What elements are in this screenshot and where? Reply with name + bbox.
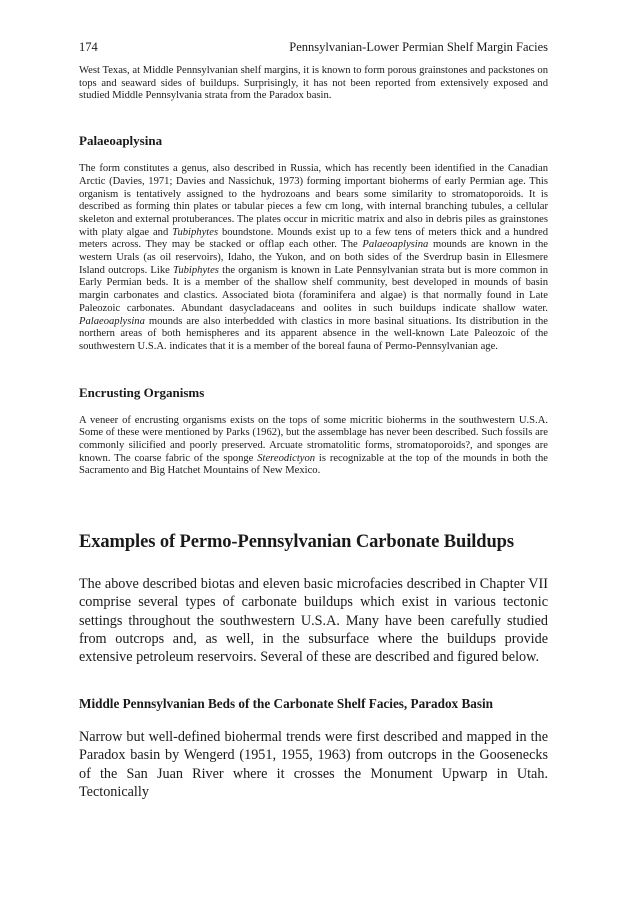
- taxon-name: Palaeoaplysina: [362, 239, 429, 251]
- running-header: [79, 40, 548, 55]
- taxon-name: Palaeoaplysina: [79, 315, 145, 327]
- palaeoaplysina-paragraph: [79, 163, 548, 354]
- text-run: A veneer of encrusting organisms exists on the tops of some micritic bioherms in the southwestern U.S.A. Some of these were mentioned by Parks (1962), but the assemblage has never been described. Such fossils are commonly silicified and poorly preserved. Arcuate stromatolitic forms, stromatoporoids?, and sponges are known. The coarse fabric of the sponge: [79, 414, 548, 464]
- subsection-heading-paradox: Middle Pennsylvanian Beds of the Carbonate Shelf Facies, Paradox Basin: [79, 696, 493, 712]
- text-run: boundstone. Mounds exist up to a few tens of meters thick and a hundred meters across. They may be stacked or offlap each other. The: [79, 226, 548, 251]
- page-number: 174: [79, 40, 98, 54]
- encrusting-paragraph: [79, 415, 548, 479]
- document-page: [79, 40, 548, 801]
- taxon-name: Tubiphytes: [173, 264, 219, 276]
- paradox-paragraph: Narrow but well-defined biohermal trends were first described and mapped in the Paradox basin by Wengerd (1951, 1955, 1963) from outcrops in the Goosenecks of the San Juan River where it crosses the Monument Upwarp in Utah. Tectonically: [79, 729, 548, 800]
- taxon-name: Stereodictyon: [257, 452, 316, 464]
- section-heading-palaeoaplysina: Palaeoaplysina: [79, 133, 163, 149]
- text-run: mounds are also interbedded with clastics in more basinal situations. Its distribution in the northern areas of both hemispheres and its apparent absence in the well-known Late Paleozoic of the southwestern U.S.A. indicates that it is a member of the boreal fauna of Permo-Pennsylvanian age.: [79, 315, 548, 352]
- text-run: The form constitutes a genus, also described in Russia, which has recently been identified in the Canadian Arctic (Davies, 1971; Davies and Nassichuk, 1973) forming important bioherms of early Permian age. This organism is tentatively assigned to the hydrozoans and bears some similarity to stromatoporoids. It is described as forming thin plates or tabular pieces a few cm long, with internal branching tubules, a cellular skeleton and external protuberances. The plates occur in micritic matrix and also in debris piles as grainstones with platy algae and: [79, 163, 548, 238]
- text-run: mounds are known in the western Urals (as oil reservoirs), Idaho, the Yukon, and on both sides of the Sverdrup basin in Ellesmere Island outcrops. Like: [79, 239, 549, 276]
- section-heading-encrusting: Encrusting Organisms: [79, 384, 205, 400]
- examples-paragraph: The above described biotas and eleven basic microfacies described in Chapter VII comprise several types of carbonate buildups which exist in various tectonic settings throughout the southwestern U.S.A. Many have been carefully studied from outcrops and, as well, in the subsurface where the buildups provide extensive petroleum reservoirs. Several of these are described and figured below.: [79, 576, 548, 665]
- running-title: Pennsylvanian-Lower Permian Shelf Margin Facies: [289, 40, 548, 54]
- text-run: the organism is known in Late Pennsylvanian strata but is more common in Early Permian beds. It is a member of the shallow shelf community, best developed in mounds of basin margin carbonates and clastics. Associated biota (foraminifera and algae) is that normally found in Late Paleozoic carbonates. Abundant dasycladaceans and oolites in such buildups indicate shallow water.: [79, 264, 548, 314]
- intro-paragraph: West Texas, at Middle Pennsylvanian shelf margins, it is known to form porous grainstones and packstones on tops and seaward sides of buildups. Surprisingly, it has not been reported from extensively exposed and studied Middle Pennsylvania strata from the Paradox basin.: [79, 65, 548, 102]
- text-run: is recognizable at the top of the mounds in both the Sacramento and Big Hatchet Mountains of New Mexico.: [79, 452, 548, 477]
- section-heading-examples: Examples of Permo-Pennsylvanian Carbonate Buildups: [79, 532, 514, 553]
- taxon-name: Tubiphytes: [172, 226, 219, 238]
